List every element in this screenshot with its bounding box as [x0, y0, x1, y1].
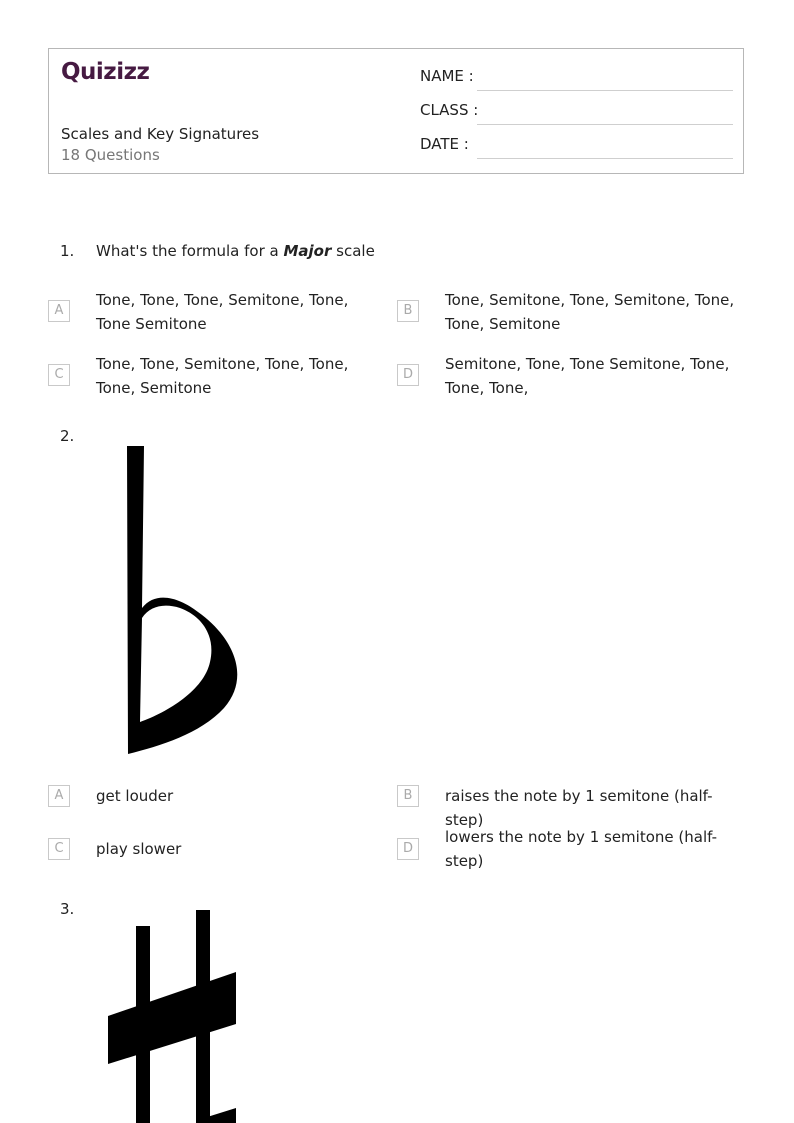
- q2-option-d-box[interactable]: D: [397, 838, 419, 860]
- question-1-text-before: What's the formula for a: [96, 242, 284, 260]
- q2-option-b-text: raises the note by 1 semitone (half-step): [445, 787, 713, 829]
- question-2-number: 2.: [60, 427, 75, 445]
- question-1-emphasis: Major: [283, 242, 332, 260]
- flat-symbol-icon: [120, 440, 250, 760]
- q2-option-b-box[interactable]: B: [397, 785, 419, 807]
- q1-option-b-text: Tone, Semitone, Tone, Semitone, Tone, Tone, Semitone: [445, 291, 735, 333]
- date-label: DATE :: [420, 135, 469, 153]
- class-label: CLASS :: [420, 101, 479, 119]
- question-3-number: 3.: [60, 900, 75, 918]
- question-1-text-after: scale: [331, 242, 375, 260]
- name-field[interactable]: [420, 67, 733, 91]
- q2-option-c-text: play slower: [96, 840, 182, 858]
- name-line[interactable]: [477, 90, 733, 91]
- question-1-number: 1.: [60, 242, 75, 260]
- q2-option-a-text: get louder: [96, 787, 174, 805]
- q1-option-a-box[interactable]: A: [48, 300, 70, 322]
- worksheet-header: [48, 48, 744, 174]
- date-line[interactable]: [477, 158, 733, 159]
- class-field[interactable]: [420, 101, 733, 125]
- q1-option-a-text: Tone, Tone, Tone, Semitone, Tone, Tone Semitone: [96, 291, 349, 333]
- name-label: NAME :: [420, 67, 474, 85]
- quizizz-logo: Quizizz: [61, 59, 150, 85]
- q1-option-c-box[interactable]: C: [48, 364, 70, 386]
- q1-option-b-box[interactable]: B: [397, 300, 419, 322]
- worksheet-title: Scales and Key Signatures: [61, 125, 260, 143]
- q1-option-d-text: Semitone, Tone, Tone Semitone, Tone, Tone, Tone,: [445, 355, 730, 397]
- question-1-text: [96, 242, 375, 260]
- q1-option-c-text: Tone, Tone, Semitone, Tone, Tone, Tone, Semitone: [96, 355, 349, 397]
- date-field[interactable]: [420, 135, 733, 159]
- q1-option-d-box[interactable]: D: [397, 364, 419, 386]
- q2-option-c-box[interactable]: C: [48, 838, 70, 860]
- question-count: 18 Questions: [61, 146, 160, 164]
- q2-option-d-text: lowers the note by 1 semitone (half-step): [445, 828, 717, 870]
- class-line[interactable]: [477, 124, 733, 125]
- q2-option-a-box[interactable]: A: [48, 785, 70, 807]
- sharp-symbol-icon: [104, 908, 244, 1123]
